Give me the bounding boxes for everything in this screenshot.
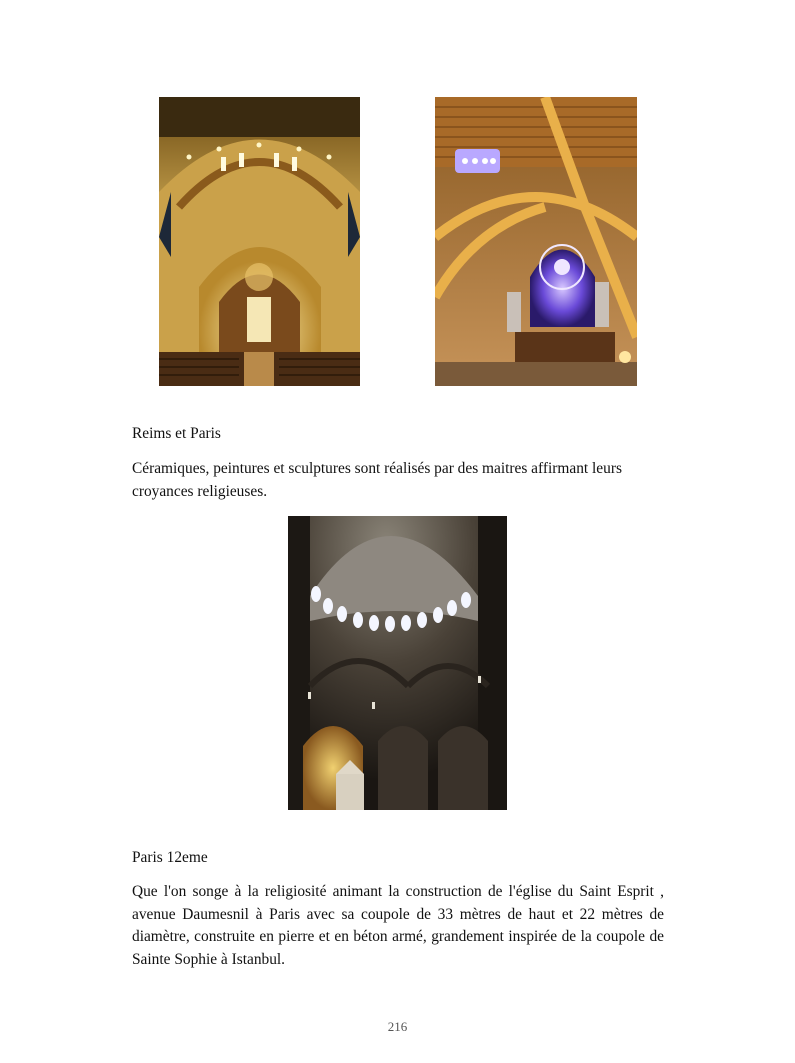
paragraph-saint-esprit: Que l'on songe à la religiosité animant la construction de l'église du Saint Esprit , avenue Daumesnil à Paris avec sa coupole de 33 mètres de haut et 22 mètres de diamètre, construite en pierre et en béton armé, grandement inspirée de la coupole de Sainte Sophie à Istanbul. [132, 883, 664, 968]
caption-paris-12eme: Paris 12eme [132, 849, 208, 866]
reims-church-photo [159, 97, 360, 386]
page-number: 216 [387, 1019, 408, 1034]
paris-church-illustration [435, 97, 637, 386]
paris-church-photo [435, 97, 637, 386]
reims-church-illustration [159, 97, 360, 386]
caption-reims-paris: Reims et Paris [132, 425, 221, 442]
dome-illustration [288, 516, 507, 810]
paragraph-ceramics: Céramiques, peintures et sculptures sont réalisés par des maitres affirmant leurs croyances religieuses. [132, 460, 622, 500]
saint-esprit-dome-photo [288, 516, 507, 810]
